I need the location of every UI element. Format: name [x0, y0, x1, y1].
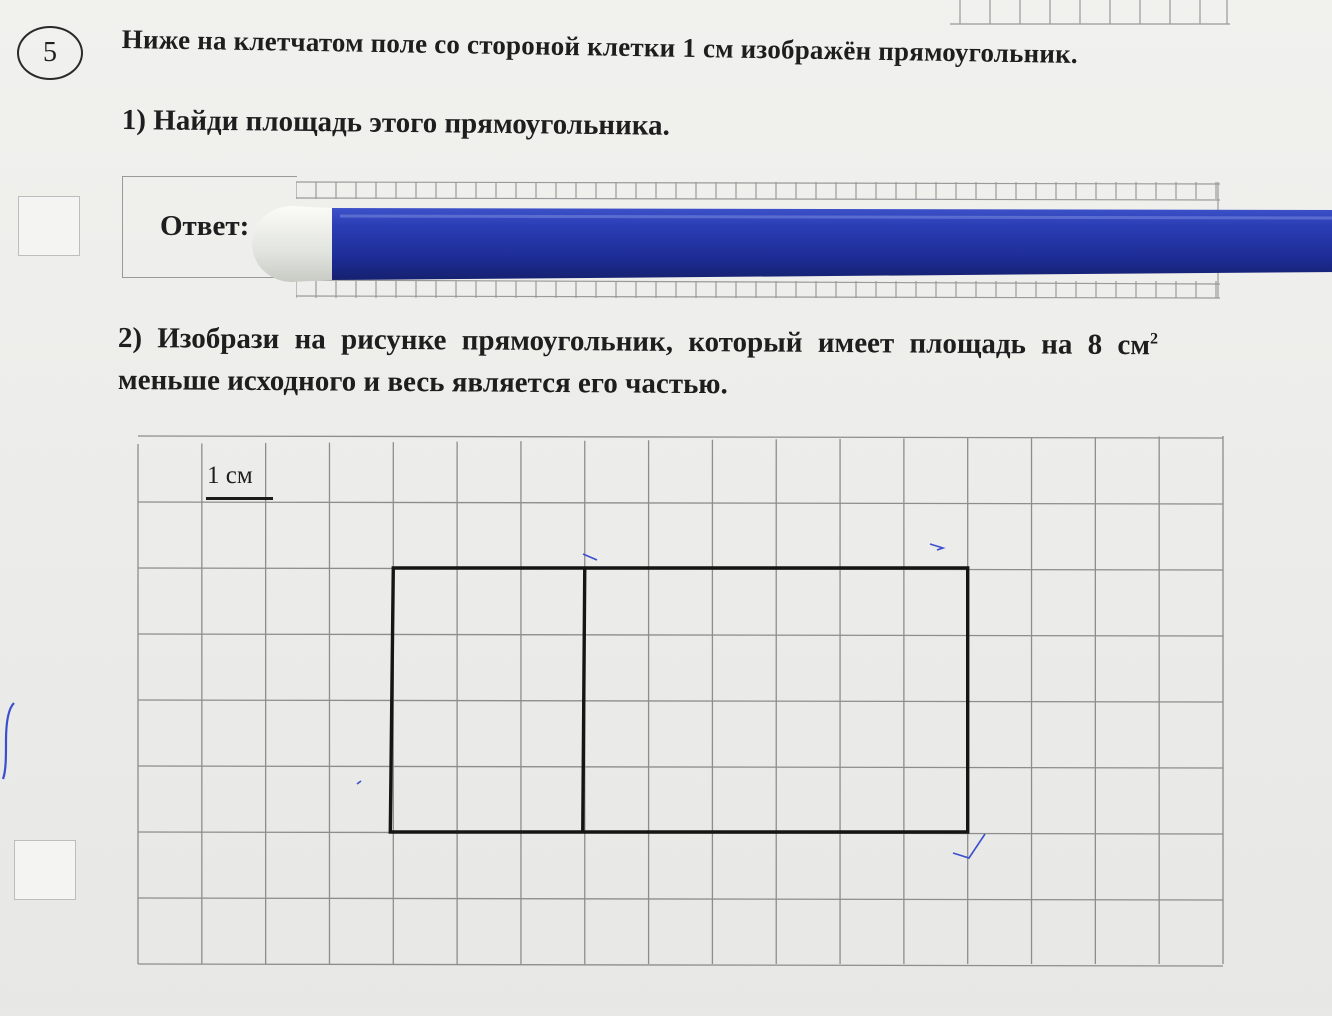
- top-grid-fragment: [950, 0, 1230, 28]
- answer-label: Ответ:: [160, 210, 250, 242]
- rectangle-divider: [583, 568, 585, 832]
- grid-line-horizontal: [138, 766, 1223, 768]
- task-statement: Ниже на клетчатом поле со стороной клетки 1 см изображён прямоугольник.: [121, 24, 1079, 70]
- score-box-part2[interactable]: [14, 840, 76, 900]
- grid-line-horizontal: [138, 634, 1223, 636]
- margin-mark: [0, 695, 20, 785]
- grid-line-horizontal: [138, 964, 1223, 966]
- task-part1: 1) Найди площадь этого прямоугольника.: [121, 104, 670, 142]
- grid-line-horizontal: [138, 898, 1223, 900]
- pen-icon: [250, 196, 1332, 292]
- scale-bar: [206, 497, 273, 500]
- task-part2-line1: [118, 322, 1158, 362]
- score-box-part1[interactable]: [18, 196, 80, 256]
- scale-label: 1 см: [207, 462, 253, 489]
- question-number: 5: [17, 26, 83, 80]
- grid-line-horizontal: [138, 700, 1223, 702]
- grid-line-horizontal: [138, 502, 1223, 504]
- task-part2-text: 2) Изобрази на рисунке прямоугольник, который имеет площадь на 8 см: [117, 322, 1151, 362]
- superscript-exponent: 2: [1150, 330, 1159, 348]
- grid-line-horizontal: [138, 436, 1223, 438]
- task-part2-line2: меньше исходного и весь является его частью.: [117, 364, 728, 401]
- drawing-grid[interactable]: [135, 432, 1225, 967]
